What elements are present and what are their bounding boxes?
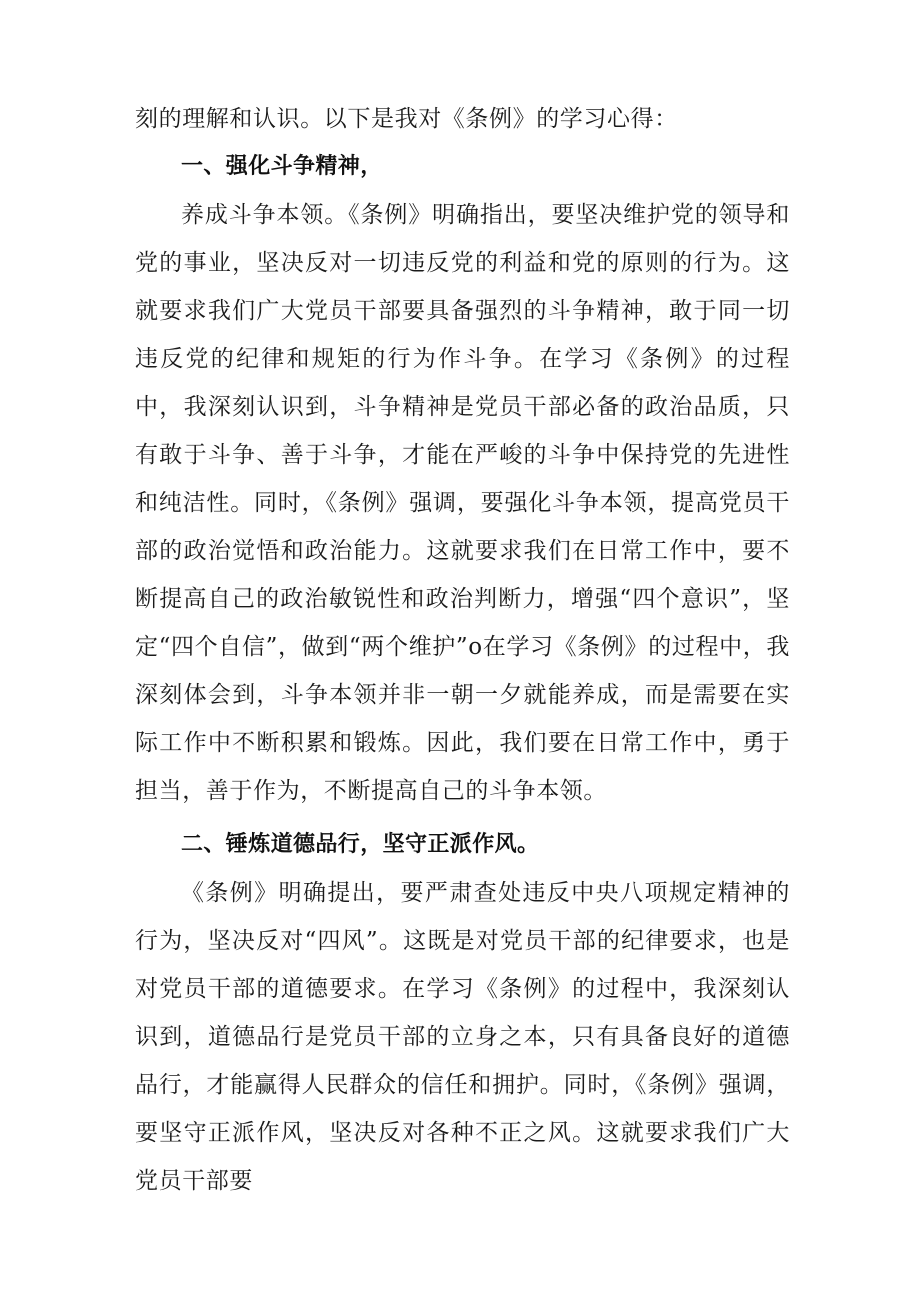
intro-paragraph: 刻的理解和认识。以下是我对《条例》的学习心得： — [135, 106, 678, 132]
section-1-paragraph: 养成斗争本领。《条例》明确指出，要坚决维护党的领导和党的事业，坚决反对一切违反党的利益和党的原则的行为。这就要求我们广大党员干部要具备强烈的斗争精神，敢于同一切违反党的纪律和规矩的行为作斗争。在学习《条例》的过程中，我深刻认识到，斗争精神是党员干部必备的政治品质，只有敢于斗争、善于斗争，才能在严峻的斗争中保持党的先进性和纯洁性。同时，《条例》强调，要强化斗争本领，提高党员干部的政治觉悟和政治能力。这就要求我们在日常工作中，要不断提高自己的政治敏锐性和政治判断力，增强“四个意识”，坚定“四个自信”，做到“两个维护”o在学习《条例》的过程中，我深刻体会到，斗争本领并非一朝一夕就能养成，而是需要在实际工作中不断积累和锻炼。因此，我们要在日常工作中，勇于担当，善于作为，不断提高自己的斗争本领。 — [135, 202, 790, 804]
section-2-paragraph: 《条例》明确提出，要严肃查处违反中央八项规定精神的行为，坚决反对“四风”。这既是对党员干部的纪律要求，也是对党员干部的道德要求。在学习《条例》的过程中，我深刻认识到，道德品行是党员干部的立身之本，只有具备良好的道德品行，才能赢得人民群众的信任和拥护。同时，《条例》强调，要坚守正派作风，坚决反对各种不正之风。这就要求我们广大党员干部要 — [135, 880, 790, 1194]
document-body — [135, 95, 790, 1205]
section-2-heading: 二、锤炼道德品行，坚守正派作风。 — [181, 832, 540, 857]
section-1-heading: 一、强化斗争精神， — [181, 154, 383, 179]
